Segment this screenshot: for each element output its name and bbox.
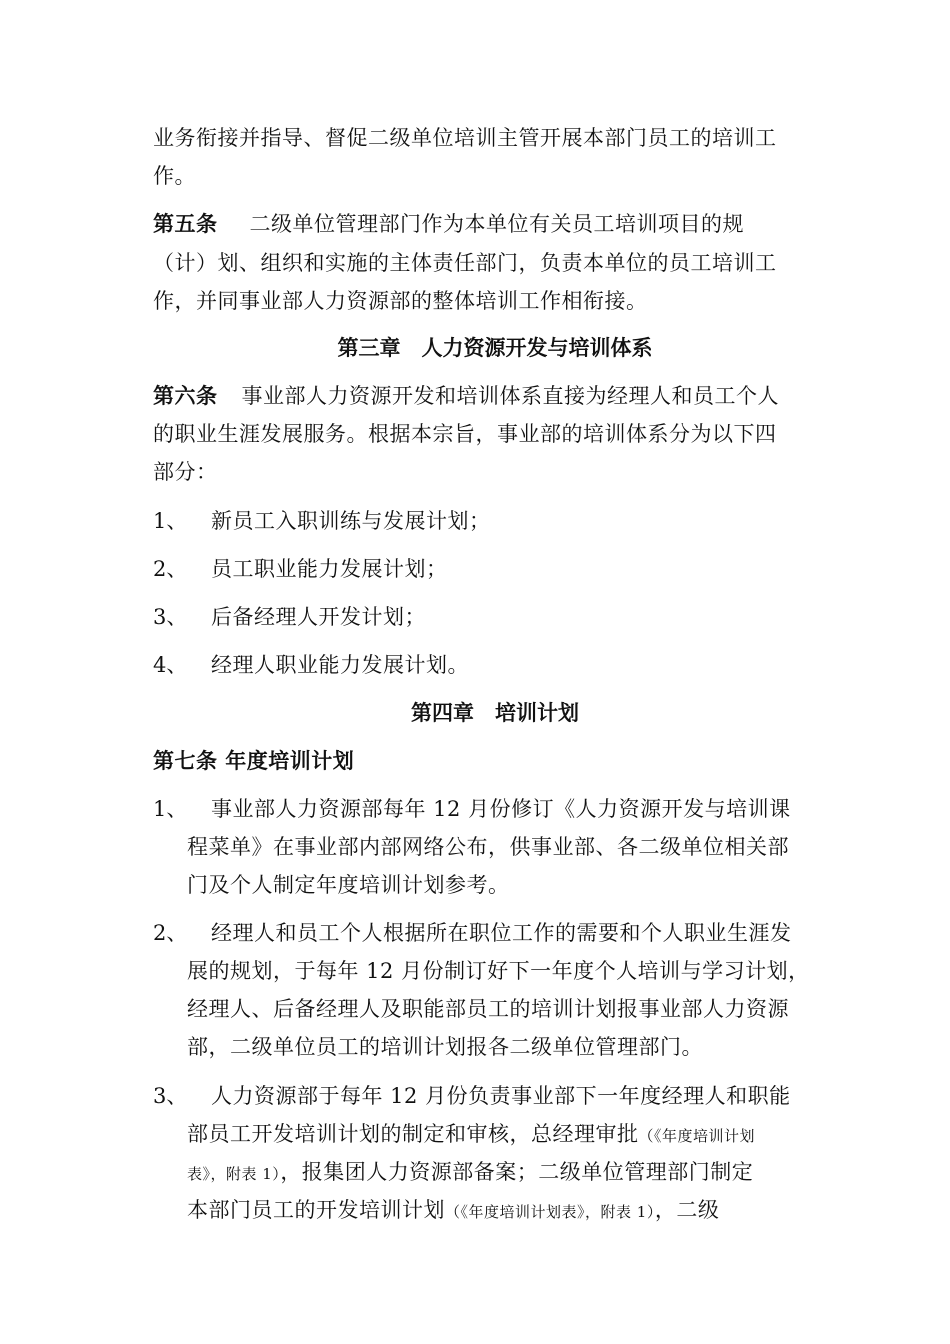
- list-item-line: 经理人和员工个人根据所在职位工作的需要和个人职业生涯发: [211, 921, 792, 945]
- list-item-text: 部员工开发培训计划的制定和审核，总经理审批: [187, 1122, 639, 1146]
- list-number: 3、: [153, 605, 188, 629]
- list-item-text: ，报集团人力资源部备案；二级单位管理部门制定: [280, 1160, 754, 1184]
- article-5-text: 二级单位管理部门作为本单位有关员工培训项目的规: [249, 212, 744, 236]
- article-5-label: 第五条: [153, 212, 218, 236]
- list-number: 3、: [153, 1084, 188, 1108]
- list-item: 经理人职业能力发展计划。: [211, 653, 469, 677]
- paragraph-line: 业务衔接并指导、督促二级单位培训主管开展本部门员工的培训工: [153, 126, 777, 150]
- list-item-line: [187, 1200, 719, 1221]
- paragraph-line: （计）划、组织和实施的主体责任部门，负责本单位的员工培训工: [153, 251, 777, 275]
- paragraph-line: 部分：: [153, 460, 218, 484]
- article-6-label: 第六条: [153, 384, 218, 408]
- list-number: 2、: [153, 921, 188, 945]
- list-item-line: [187, 1162, 753, 1183]
- paragraph-line: 的职业生涯发展服务。根据本宗旨，事业部的培训体系分为以下四: [153, 422, 777, 446]
- list-item-small-text: （《年度培训计划表》，附表 1）: [445, 1203, 655, 1221]
- list-item: 新员工入职训练与发展计划；: [211, 509, 491, 533]
- paragraph-line: 作。: [153, 164, 196, 188]
- list-item-line: 门及个人制定年度培训计划参考。: [187, 873, 510, 897]
- list-item-line: 展的规划，于每年 12 月份制订好下一年度个人培训与学习计划，: [187, 959, 810, 983]
- paragraph-line: 作，并同事业部人力资源部的整体培训工作相衔接。: [153, 289, 648, 313]
- list-number: 1、: [153, 509, 188, 533]
- chapter-4-heading: 第四章 培训计划: [411, 701, 579, 725]
- list-item: 员工职业能力发展计划；: [211, 557, 448, 581]
- list-item-line: [187, 1124, 755, 1145]
- list-item-line: 经理人、后备经理人及职能部员工的培训计划报事业部人力资源: [187, 997, 789, 1021]
- chapter-3-heading: 第三章 人力资源开发与培训体系: [337, 336, 653, 360]
- article-6-text: 事业部人力资源开发和培训体系直接为经理人和员工个人: [241, 384, 779, 408]
- list-number: 1、: [153, 797, 188, 821]
- list-item-text: ，二级: [654, 1198, 720, 1222]
- list-number: 4、: [153, 653, 188, 677]
- list-number: 2、: [153, 557, 188, 581]
- list-item-line: 人力资源部于每年 12 月份负责事业部下一年度经理人和职能: [211, 1084, 791, 1108]
- list-item-line: 程菜单》在事业部内部网络公布，供事业部、各二级单位相关部: [187, 835, 789, 859]
- list-item-line: 部，二级单位员工的培训计划报各二级单位管理部门。: [187, 1035, 703, 1059]
- article-6-line-1: [153, 386, 779, 407]
- list-item-small-text: （《年度培训计划: [638, 1127, 756, 1145]
- list-item: 后备经理人开发计划；: [211, 605, 426, 629]
- article-5-line-1: [153, 214, 744, 235]
- list-item-text: 本部门员工的开发培训计划: [187, 1198, 445, 1222]
- list-item-line: 事业部人力资源部每年 12 月份修订《人力资源开发与培训课: [211, 797, 791, 821]
- article-7-title: 第七条 年度培训计划: [153, 749, 355, 773]
- list-item-small-text: 表》，附表 1）: [187, 1165, 281, 1183]
